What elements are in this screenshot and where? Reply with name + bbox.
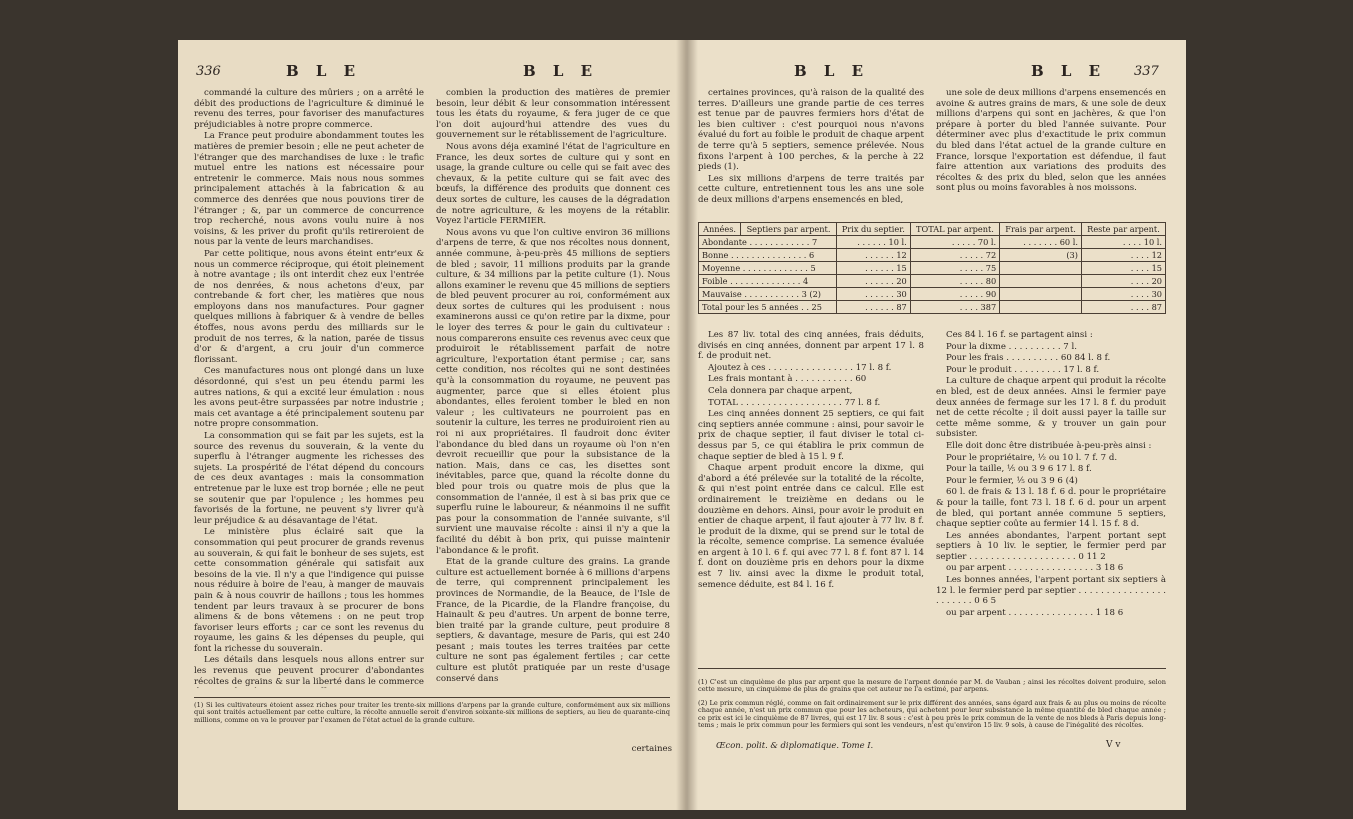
signature-line: Œcon. polit. & diplomatique. Tome I. (716, 740, 874, 750)
table-cell: . . . . . 90 (910, 288, 999, 301)
table-cell: . . . . . . 87 (836, 301, 910, 314)
signature-mark: V v (1106, 740, 1121, 750)
table-cell: . . . . 387 (910, 301, 999, 314)
paragraph: Les années abondantes, l'arpent portant sept septiers à 10 liv. le septier, le fermier perd par septier . . . . . . . . . . . . . . . . . . . . 0 11 2 (936, 530, 1166, 562)
paragraph: Nous avons vu que l'on cultive environ 36 millions d'arpens de terre, & que nos récoltes nous donnent, année commune, à-peu-près 45 millions de septiers de bled ; savoir, 11 millions produits par la grande culture, & 34 millions par la petite culture (1). Nous allons examiner le revenu que 45 millions de septiers de bled peuvent procurer au roi, conformément aux deux sortes de cultures qui les produisent : nous examinerons aussi ce qu'on retire par la dixme, pour le loyer des terres & pour le gain du cultivateur : nous comparerons ensuite ces revenus avec ceux que produiroit le rétablissement parfait de notre agriculture, l'exportation étant permise ; car, sans cette condition, nos récoltes qui ne sont destinées qu'à la consommation du royaume, ne peuvent pas augmenter, parce que si elles étoient plus abondantes, elles feroient tomber le bled en non valeur ; les cultivateurs ne pourroient pas en soutenir la culture, les terres ne produiroient rien au roi ni aux propriétaires. Il faudroit donc éviter l'abondance du bled dans un royaume où l'on n'en devroit recueillir que pour la subsistance de la nation. Mais, dans ce cas, les disettes sont inévitables, parce que, quand la récolte donne du bled pour trois ou quatre mois de plus que la consommation de l'année, il est à si bas prix que ce superflu ruine le laboureur, & néanmoins il ne suffit pas pour la consommation de l'année suivante, s'il survient une mauvaise récolte : ainsi il n'y a que la facilité du débit à bon prix, qui puisse maintenir l'abondance & le profit. (436, 227, 670, 556)
table-header: Années. (699, 223, 741, 236)
table-cell: . . . . . . 15 (836, 262, 910, 275)
table-cell: . . . . . . 30 (836, 288, 910, 301)
left-running-head-1: B L E (286, 62, 362, 80)
paragraph: ou par arpent . . . . . . . . . . . . . . . . 1 18 6 (946, 607, 1124, 618)
paragraph: Cela donnera par chaque arpent, (708, 385, 853, 396)
paragraph: Les bonnes années, l'arpent portant six septiers à 12 l. le fermier perd par septier . . . . . . . . . . . . . . . . . . . . . . . 0 6 5 (936, 575, 1166, 607)
table-cell (1000, 262, 1082, 275)
paragraph: Pour les frais . . . . . . . . . . 60 84 l. 8 f. (946, 353, 1111, 364)
table-cell: . . . . . . . 60 l. (1000, 236, 1082, 249)
paragraph: Les cinq années donnent 25 septiers, ce qui fait cinq septiers année commune : ainsi, pour savoir le prix de chaque septier, il faut diviser le total ci-dessus par 5, ce qui établira le prix commun de chaque septier de bled à 15 l. 9 f. (698, 409, 924, 462)
paragraph: La consommation qui se fait par les sujets, est la source des revenus du souverain, & la vente du superflu à l'étranger augmente les richesses des sujets. La prospérité de l'état dépend du concours de ces deux avantages : mais la consommation entretenue par le luxe est trop bornée ; elle ne peut se soutenir que par l'opulence ; les hommes peu favorisés de la fortune, ne peuvent s'y livrer qu'à leur préjudice & au désavantage de l'état. (194, 431, 424, 526)
footnote: (2) Le prix commun réglé, comme on fait ordinairement sur le prix différent des années, sans égard aux frais & au plus ou moins de récolte chaque année, n'est un prix commun que pour les acheteurs, qui achetent pour leur subsistance la même quantité de bled chaque année ; ce prix est ici le cinquième de 87 livres, qui est 17 liv. 8 sous : c'est à peu près le prix commun de la vente de nos bleds à Paris depuis long-tems ; mais le prix commun pour les fermiers qui sont les vendeurs, n'est qu'environ 15 liv. 9 sols, à cause de l'inégalité des récoltes. (698, 699, 1166, 730)
right-page (686, 40, 1186, 810)
right-column-2-bottom (936, 330, 1166, 665)
table-cell: . . . . 15 (1081, 262, 1165, 275)
paragraph: combien la production des matières de premier besoin, leur débit & leur consommation intéressent tous les états du royaume, & fera juger de ce que l'on doit aujourd'hui attendre des vues du gouvernement sur le rétablissement de l'agriculture. (436, 88, 670, 141)
table-cell: . . . . . 70 l. (910, 236, 999, 249)
paragraph: La culture de chaque arpent qui produit la récolte en bled, est de deux années. Ainsi le fermier paye deux années de fermage sur les 17 l. 8 f. du produit net de cette récolte ; il doit aussi payer la taille sur cette même somme, & y trouver un gain pour subsister. (936, 376, 1166, 440)
right-column-1-bottom (698, 330, 924, 665)
table-header: Prix du septier. (836, 223, 910, 236)
table-cell: Mauvaise . . . . . . . . . . . 3 (2) (699, 288, 837, 301)
table-row (699, 262, 1166, 275)
paragraph: Les frais montant à . . . . . . . . . . . 60 (708, 374, 867, 385)
left-footnote: (1) Si les cultivateurs étoient assez riches pour traiter les trente-six millions d'arpens par la grande culture, conformément aux six millions qui sont traités actuellement par cette culture, la récolte annuelle seroit d'environ soixante-six millions de septiers, au lieu de quarante-cinq millions, comme on va le prouver par l'examen de l'état actuel de la grande culture. (194, 702, 670, 724)
table-cell: . . . . . 80 (910, 275, 999, 288)
paragraph: Pour la dixme . . . . . . . . . . 7 l. (946, 341, 1077, 352)
paragraph: TOTAL . . . . . . . . . . . . . . . . . . . 77 l. 8 f. (708, 397, 881, 408)
table-cell (1000, 275, 1082, 288)
left-page (178, 40, 686, 810)
table-row (699, 236, 1166, 249)
paragraph: Pour le produit . . . . . . . . . 17 l. 8 f. (946, 364, 1100, 375)
paragraph: une sole de deux millions d'arpens ensemencés en avoine & autres grains de mars, & une sole de deux millions d'arpens qui sont en jachères, & que l'on prépare à porter du bled l'année suivante. Pour déterminer avec plus d'exactitude le prix commun du bled dans l'état actuel de la grande culture en France, lorsque l'exportation est défendue, il faut faire attention aux variations des produits des récoltes & des prix du bled, selon que les années sont plus ou moins favorables à nos moissons. (936, 88, 1166, 194)
right-footnotes (698, 672, 1166, 734)
left-column-1 (194, 88, 424, 688)
table-cell: . . . . 30 (1081, 288, 1165, 301)
table-cell: . . . . 12 (1081, 249, 1165, 262)
paragraph: Les six millions d'arpens de terre traités par cette culture, entretiennent tous les ans une sole de deux millions d'arpens ensemencés en bled, (698, 173, 924, 205)
yield-table-wrap (698, 222, 1166, 314)
right-running-head-1: B L E (794, 62, 870, 80)
footnote-rule-right (698, 668, 1166, 669)
table-row (699, 249, 1166, 262)
table-cell: Moyenne . . . . . . . . . . . . . 5 (699, 262, 837, 275)
table-header: TOTAL par arpent. (910, 223, 999, 236)
paragraph: Nous avons déja examiné l'état de l'agriculture en France, les deux sortes de culture qui y sont en usage, la grande culture ou celle qui se fait avec des chevaux, & la petite culture qui se fait avec des bœufs, la différence des produits que donnent ces deux sortes de culture, les causes de la dégradation de notre agriculture, & les moyens de la rétablir. Voyez l'article FERMIER. (436, 141, 670, 227)
table-cell: . . . . 10 l. (1081, 236, 1165, 249)
table-header: Frais par arpent. (1000, 223, 1082, 236)
table-cell: Bonne . . . . . . . . . . . . . . . 6 (699, 249, 837, 262)
paragraph: certaines provinces, qu'à raison de la qualité des terres. D'ailleurs une grande partie de ces terres est tenue par de pauvres fermiers hors d'état de les bien cultiver : c'est pourquoi nous n'avons évalué du fort au foible le produit de chaque arpent de terre qu'à 5 septiers, semence prélevée. Nous fixons l'arpent à 100 perches, & la perche à 22 pieds (1). (698, 88, 924, 173)
right-running-head-2: B L E (1031, 62, 1107, 80)
book-gutter (676, 40, 698, 810)
left-running-head-2: B L E (523, 62, 599, 80)
paragraph: 60 l. de frais & 13 l. 18 f. 6 d. pour le propriétaire & pour la taille, font 73 l. 18 f. 6 d. pour un arpent de bled, qui portant année commune 5 septiers, chaque septier coûte au fermier 14 l. 15 f. 8 d. (936, 487, 1166, 530)
paragraph: La France peut produire abondamment toutes les matières de premier besoin ; elle ne peut acheter de l'étranger que des marchandises de luxe : le trafic mutuel entre les nations est nécessaire pour entretenir le commerce. Mais nous nous sommes principalement attachés à la fabrication & au commerce des denrées que nous pouvions tirer de l'étranger ; &, par un commerce de concurrence trop recherché, nous avons voulu nuire à nos voisins, & les priver du profit qu'ils retireroient de nous par la vente de leurs marchandises. (194, 131, 424, 248)
left-page-number: 336 (196, 64, 221, 79)
paragraph: ou par arpent . . . . . . . . . . . . . . . . 3 18 6 (946, 563, 1124, 574)
paragraph: Etat de la grande culture des grains. La grande culture est actuellement bornée à 6 millions d'arpens de terre, qui comprennent principalement les provinces de Normandie, de la Beauce, de l'Isle de France, de la Picardie, de la Flandre françoise, du Hainault & peu d'autres. Un arpent de bonne terre, bien traité par la grande culture, peut produire 8 septiers, & davantage, mesure de Paris, qui est 240 pesant ; mais toutes les terres traitées par cette culture ne sont pas également fertiles ; car cette culture est plutôt pratiquée par un reste d'usage conservé dans (436, 557, 670, 684)
table-cell (1000, 288, 1082, 301)
table-cell (1000, 301, 1082, 314)
table-cell: . . . . 87 (1081, 301, 1165, 314)
table-row (699, 275, 1166, 288)
table-cell: (3) (1000, 249, 1082, 262)
paragraph: Les 87 liv. total des cinq années, frais déduits, divisés en cinq années, donnent par arpent 17 l. 8 f. de produit net. (698, 330, 924, 362)
paragraph: Le ministère plus éclairé sait que la consommation qui peut procurer de grands revenus au souverain, & qui fait le bonheur de ses sujets, est cette consommation générale qui satisfait aux besoins de la vie. Il n'y a que l'indigence qui puisse nous réduire à boire de l'eau, à manger de mauvais pain & à nous couvrir de haillons ; tous les hommes tendent par leurs travaux à se procurer de bons alimens & de bons vêtemens : on ne peut trop favoriser leurs efforts ; car ce sont les revenus du royaume, les gains & les dépenses du peuple, qui font la richesse du souverain. (194, 527, 424, 654)
table-total-row (699, 301, 1166, 314)
table-row (699, 288, 1166, 301)
table-cell: . . . . . . 10 l. (836, 236, 910, 249)
yield-table (698, 222, 1166, 314)
table-cell: . . . . . . 20 (836, 275, 910, 288)
table-cell: Abondante . . . . . . . . . . . . 7 (699, 236, 837, 249)
table-cell: . . . . . 75 (910, 262, 999, 275)
left-column-2 (436, 88, 670, 688)
footnote: (1) C'est un cinquième de plus par arpent que la mesure de l'arpent donnée par M. de Vauban ; ainsi les récoltes doivent produire, selon cette mesure, un cinquième de plus de grains que cet auteur ne l'a estimé, par arpens. (698, 677, 1166, 693)
catchword: certaines (631, 744, 672, 754)
table-cell: Total pour les 5 années . . 25 (699, 301, 837, 314)
paragraph: Pour la taille, ⅕ ou 3 9 6 17 l. 8 f. (946, 464, 1092, 475)
paragraph: Ces 84 l. 16 f. se partagent ainsi : (946, 330, 1093, 340)
right-column-2-top (936, 88, 1166, 220)
table-cell: . . . . . . 12 (836, 249, 910, 262)
table-header: Reste par arpent. (1081, 223, 1165, 236)
paragraph: Par cette politique, nous avons éteint entr'eux & nous un commerce réciproque, qui étoit pleinement à notre avantage ; ils ont interdit chez eux l'entrée de nos denrées, & nous achetons d'eux, par contrebande & fort cher, les matières que nous employons dans nos manufactures. Pour gagner quelques millions à fabriquer & à vendre de belles étoffes, nous avons perdu des milliards sur le produit de nos terres, & la nation, parée de tissus d'or & d'argent, a cru jouir d'un commerce florissant. (194, 248, 424, 365)
paragraph: Pour le propriétaire, ½ ou 10 l. 7 f. 7 d. (946, 452, 1118, 463)
right-column-1-top (698, 88, 924, 220)
right-page-number: 337 (1134, 64, 1159, 79)
paragraph: Les détails dans lesquels nous allons entrer sur les revenus que peuvent procurer d'abondantes récoltes de grains & sur la liberté dans le commerce (194, 655, 424, 687)
table-cell: . . . . . 72 (910, 249, 999, 262)
table-header: Septiers par arpent. (741, 223, 837, 236)
footnote-rule (194, 697, 670, 698)
table-cell: . . . . 20 (1081, 275, 1165, 288)
paragraph: Pour le fermier, ⅕ ou 3 9 6 (4) (946, 475, 1078, 486)
paragraph: Ces manufactures nous ont plongé dans un luxe désordonné, qui s'est un peu étendu parmi les autres nations, & qui a excité leur émulation : nous les avons peut-être surpassées par notre industrie ; mais cet avantage a été principalement soutenu par notre propre consommation. (194, 366, 424, 430)
table-cell: Foible . . . . . . . . . . . . . . 4 (699, 275, 837, 288)
paragraph: commandé la culture des mûriers ; on a arrêté le débit des productions de l'agriculture & diminué le revenu des terres, pour favoriser des manufactures préjudiciables à notre propre commerce. (194, 88, 424, 130)
paragraph: Ajoutez à ces . . . . . . . . . . . . . . . . 17 l. 8 f. (708, 362, 892, 373)
paragraph: Elle doit donc être distribuée à-peu-près ainsi : (946, 440, 1152, 451)
paragraph: Chaque arpent produit encore la dixme, qui d'abord a été prélevée sur la totalité de la récolte, & qui n'est point entrée dans ce calcul. Elle est ordinairement le treizième en dedans ou le douzième en dehors. Ainsi, pour avoir le produit en entier de chaque arpent, il faut ajouter à 77 liv. 8 f. le produit de la dixme, qui se prend sur le total de la récolte, semence comprise. La semence évaluée en argent à 10 l. 6 f. qui avec 77 l. 8 f. font 87 l. 14 f. dont on douzième pris en dehors pour la dixme est 7 liv. ainsi avec la dixme le produit total, semence déduite, est 84 l. 16 f. (698, 463, 924, 590)
